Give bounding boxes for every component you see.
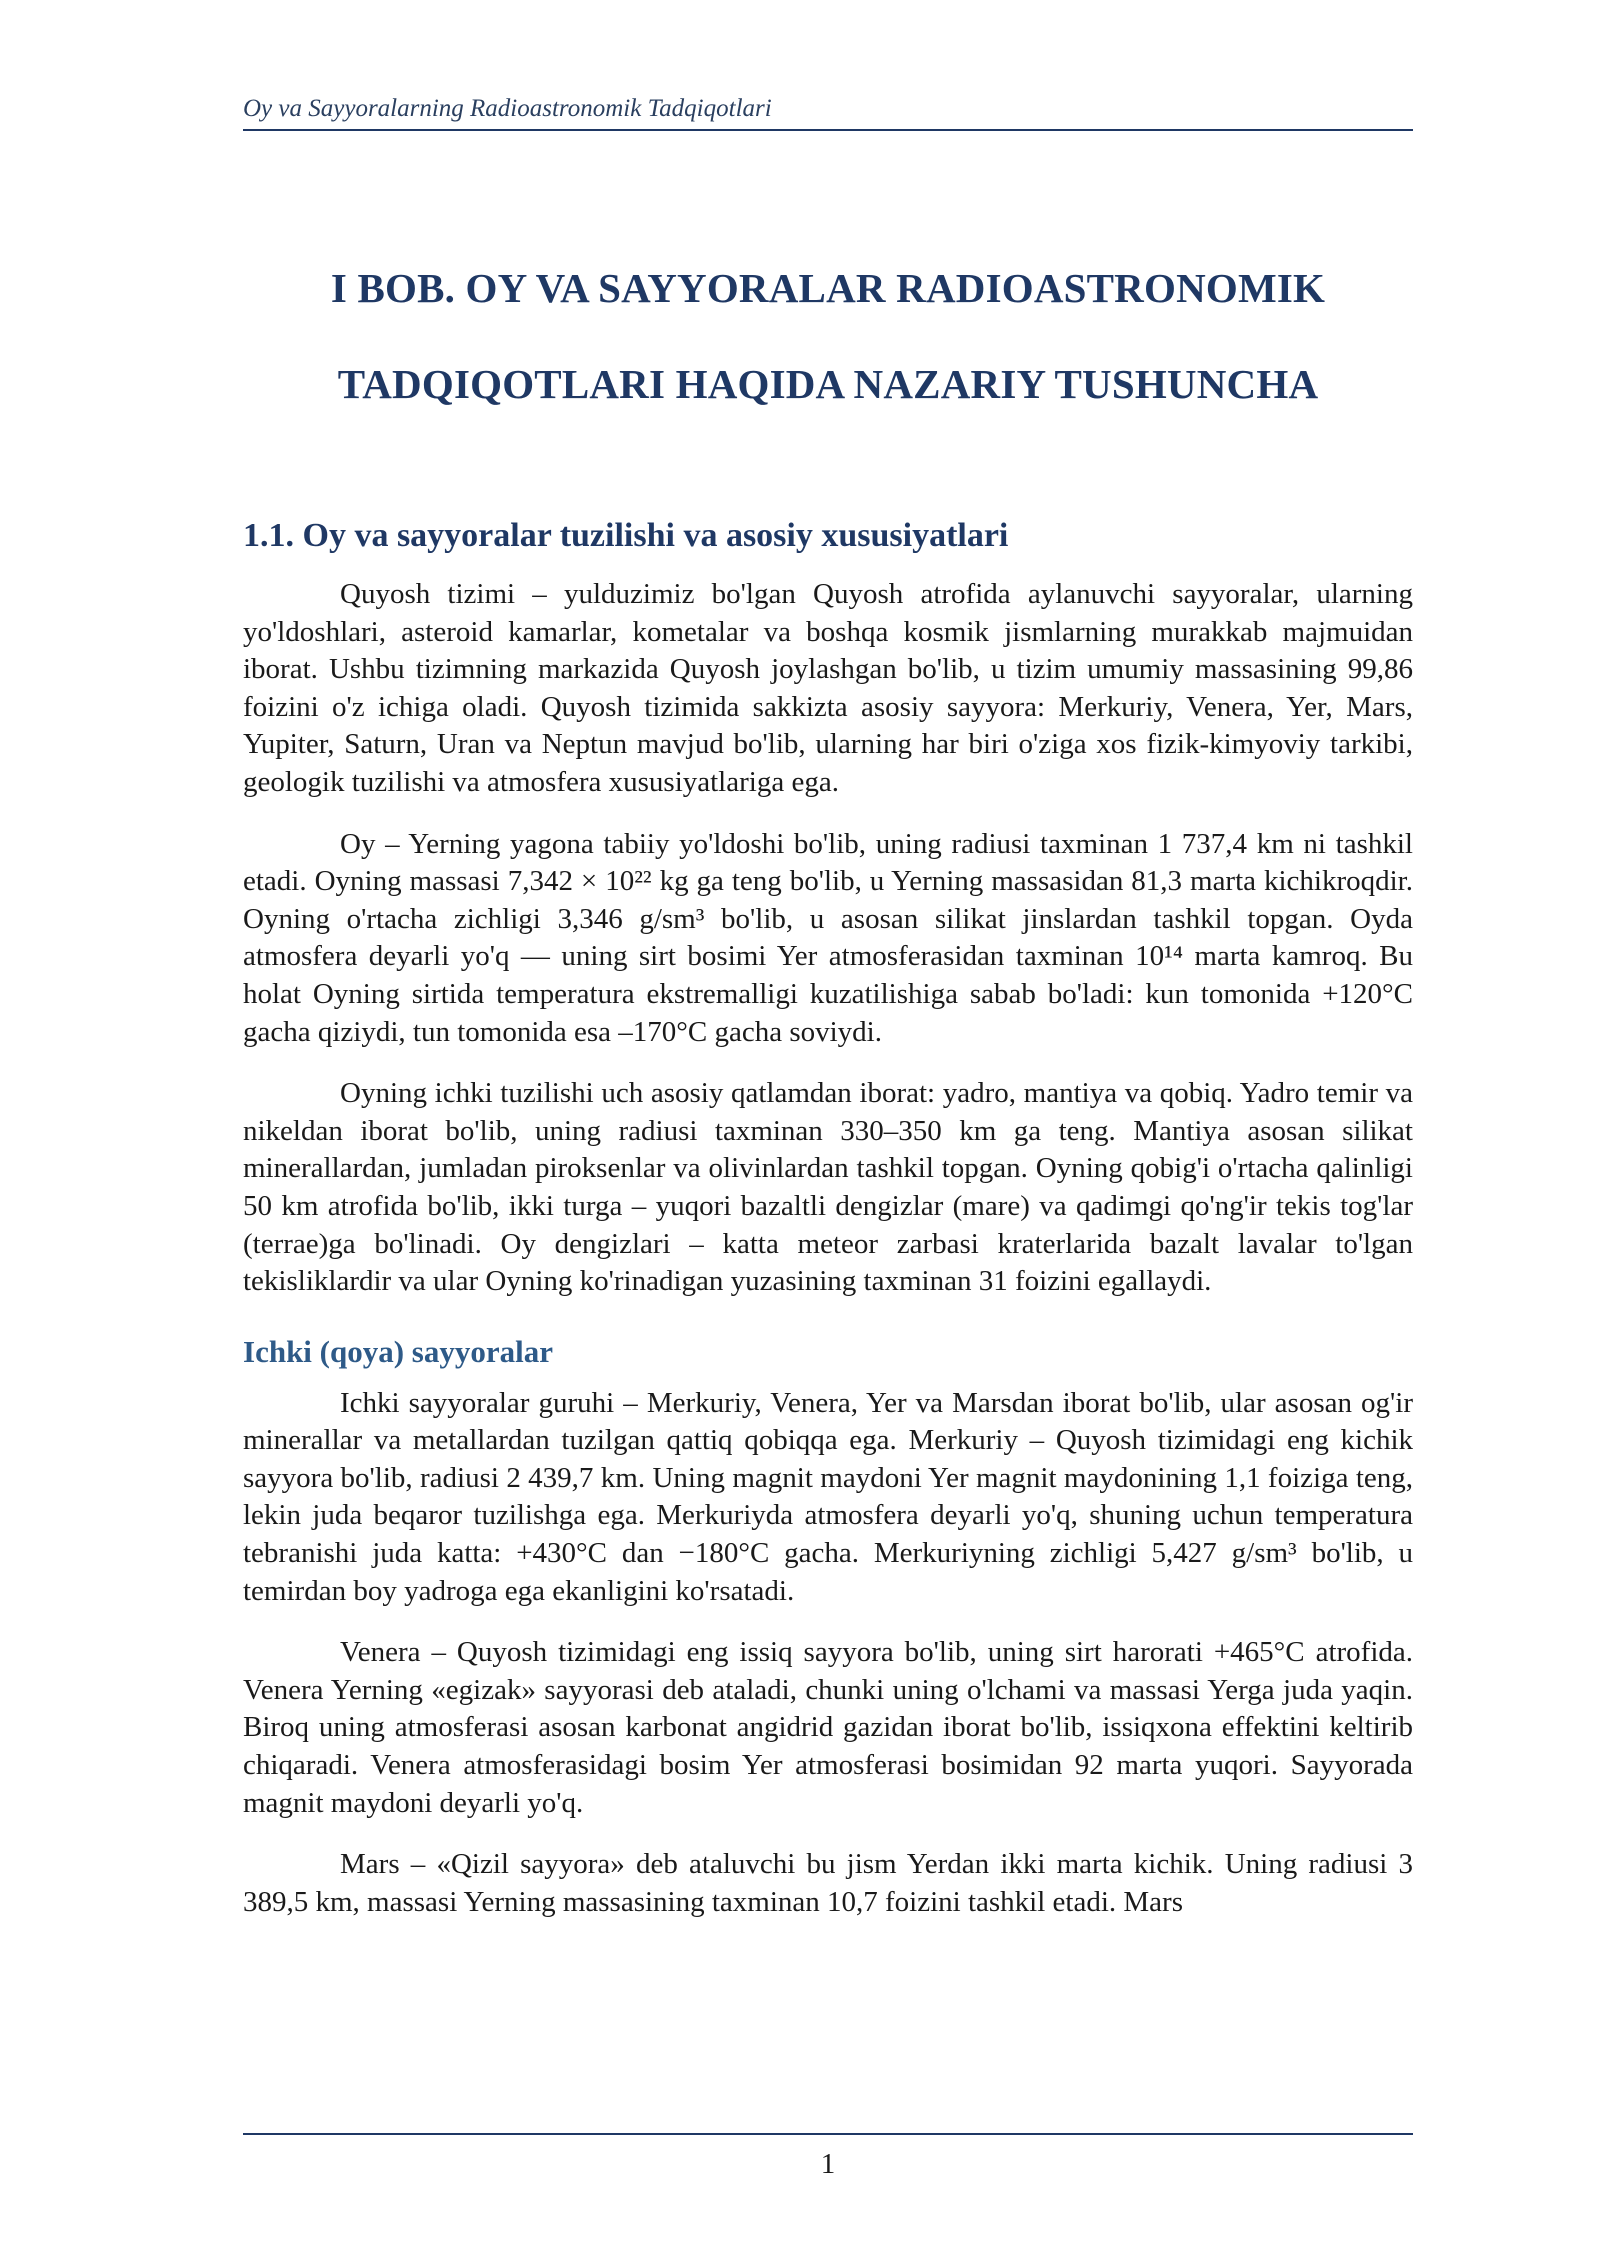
page-number: 1 bbox=[820, 2148, 836, 2180]
chapter-title-line-1: I BOB. OY VA SAYYORALAR RADIOASTRONOMIK bbox=[330, 265, 1326, 311]
running-header: Oy va Sayyoralarning Radioastronomik Tadqiqotlari bbox=[243, 95, 772, 122]
paragraph-solar-system: Quyosh tizimi – yulduzimiz bo'lgan Quyosh atrofida aylanuvchi sayyoralar, ularning yo'ldoshlari, asteroid kamarlar, kometalar va boshqa kosmik jismlarning murakkab majmuidan iborat. Ushbu tizimning markazida Quyosh joylashgan bo'lib, u tizim umumiy massasining 99,86 foizini o'z ichiga oladi. Quyosh tizimida sakkizta asosiy sayyora: Merkuriy, Venera, Yer, Mars, Yupiter, Saturn, Uran va Neptun mavjud bo'lib, ularning har biri o'ziga xos fizik-kimyoviy tarkibi, geologik tuzilishi va atmosfera xususiyatlariga ega. bbox=[243, 578, 1413, 798]
paragraph-venus: Venera – Quyosh tizimidagi eng issiq sayyora bo'lib, uning sirt harorati +465°C atrofida. Venera Yerning «egizak» sayyorasi deb ataladi, chunki uning o'lchami va massasi Yerga juda yaqin. Biroq uning atmosferasi asosan karbonat angidrid gazidan iborat bo'lib, issiqxona effektini keltirib chiqaradi. Venera atmosferasidagi bosim Yer atmosferasi bosimidan 92 marta yuqori. Sayyorada magnit maydoni deyarli yo'q. bbox=[243, 1636, 1413, 1819]
paragraph-moon-structure: Oyning ichki tuzilishi uch asosiy qatlamdan iborat: yadro, mantiya va qobiq. Yadro temir va nikeldan iborat bo'lib, uning radiusi taxminan 330–350 km ga teng. Mantiya asosan silikat minerallardan, jumladan piroksenlar va olivinlardan tashkil topgan. Oyning qobig'i o'rtacha qalinligi 50 km atrofida bo'lib, ikki turga – yuqori bazaltli dengizlar (mare) va qadimgi qo'ng'ir tekis tog'lar (terrae)ga bo'linadi. Oy dengizlari – katta meteor zarbasi kraterlarida bazalt lavalar to'lgan tekisliklardir va ular Oyning ko'rinadigan yuzasining taxminan 31 foizini egallaydi. bbox=[243, 1077, 1413, 1298]
subsection-heading: Ichki (qoya) sayyoralar bbox=[243, 1333, 553, 1369]
main-content bbox=[243, 510, 1413, 1945]
paragraph-moon: Oy – Yerning yagona tabiiy yo'ldoshi bo'lib, uning radiusi taxminan 1 737,4 km ni tashkil etadi. Oyning massasi 7,342 × 10²² kg ga teng bo'lib, u Yerning massasidan 81,3 marta kichikroqdir. Oyning o'rtacha zichligi 3,346 g/sm³ bo'lib, u asosan silikat jinslardan tashkil topgan. Oyda atmosfera deyarli yo'q — uning sirt bosimi Yer atmosferasidan taxminan 10¹⁴ marta kamroq. Bu holat Oyning sirtida temperatura ekstremalligi kuzatilishiga sabab bo'ladi: kun tomonida +120°C gacha qiziydi, tun tomonida esa –170°C gacha soviydi. bbox=[243, 827, 1413, 1048]
paragraph-mercury: Ichki sayyoralar guruhi – Merkuriy, Venera, Yer va Marsdan iborat bo'lib, ular asosan og'ir minerallar va metallardan tuzilgan qattiq qobiqqa ega. Merkuriy – Quyosh tizimidagi eng kichik sayyora bo'lib, radiusi 2 439,7 km. Uning magnit maydoni Yer magnit maydonining 1,1 foiziga teng, lekin juda beqaror tuzilishga ega. Merkuriyda atmosfera deyarli yo'q, shuning uchun temperatura tebranishi juda katta: +430°C dan −180°C gacha. Merkuriyning zichligi 5,427 g/sm³ bo'lib, u temirdan boy yadroga ega ekanligini ko'rsatadi. bbox=[243, 1386, 1413, 1607]
section-heading: 1.1. Oy va sayyoralar tuzilishi va asosiy xususiyatlari bbox=[243, 517, 1009, 554]
paragraph-mars: Mars – «Qizil sayyora» deb ataluvchi bu jism Yerdan ikki marta kichik. Uning radiusi 3 389,5 km, massasi Yerning massasining taxminan 10,7 foizini tashkil etadi. Mars bbox=[243, 1848, 1413, 1918]
chapter-title-line-2: TADQIQOTLARI HAQIDA NAZARIY TUSHUNCHA bbox=[337, 361, 1319, 407]
footer-rule bbox=[243, 2133, 1413, 2135]
header-rule bbox=[243, 129, 1413, 131]
chapter-title bbox=[243, 240, 1413, 432]
